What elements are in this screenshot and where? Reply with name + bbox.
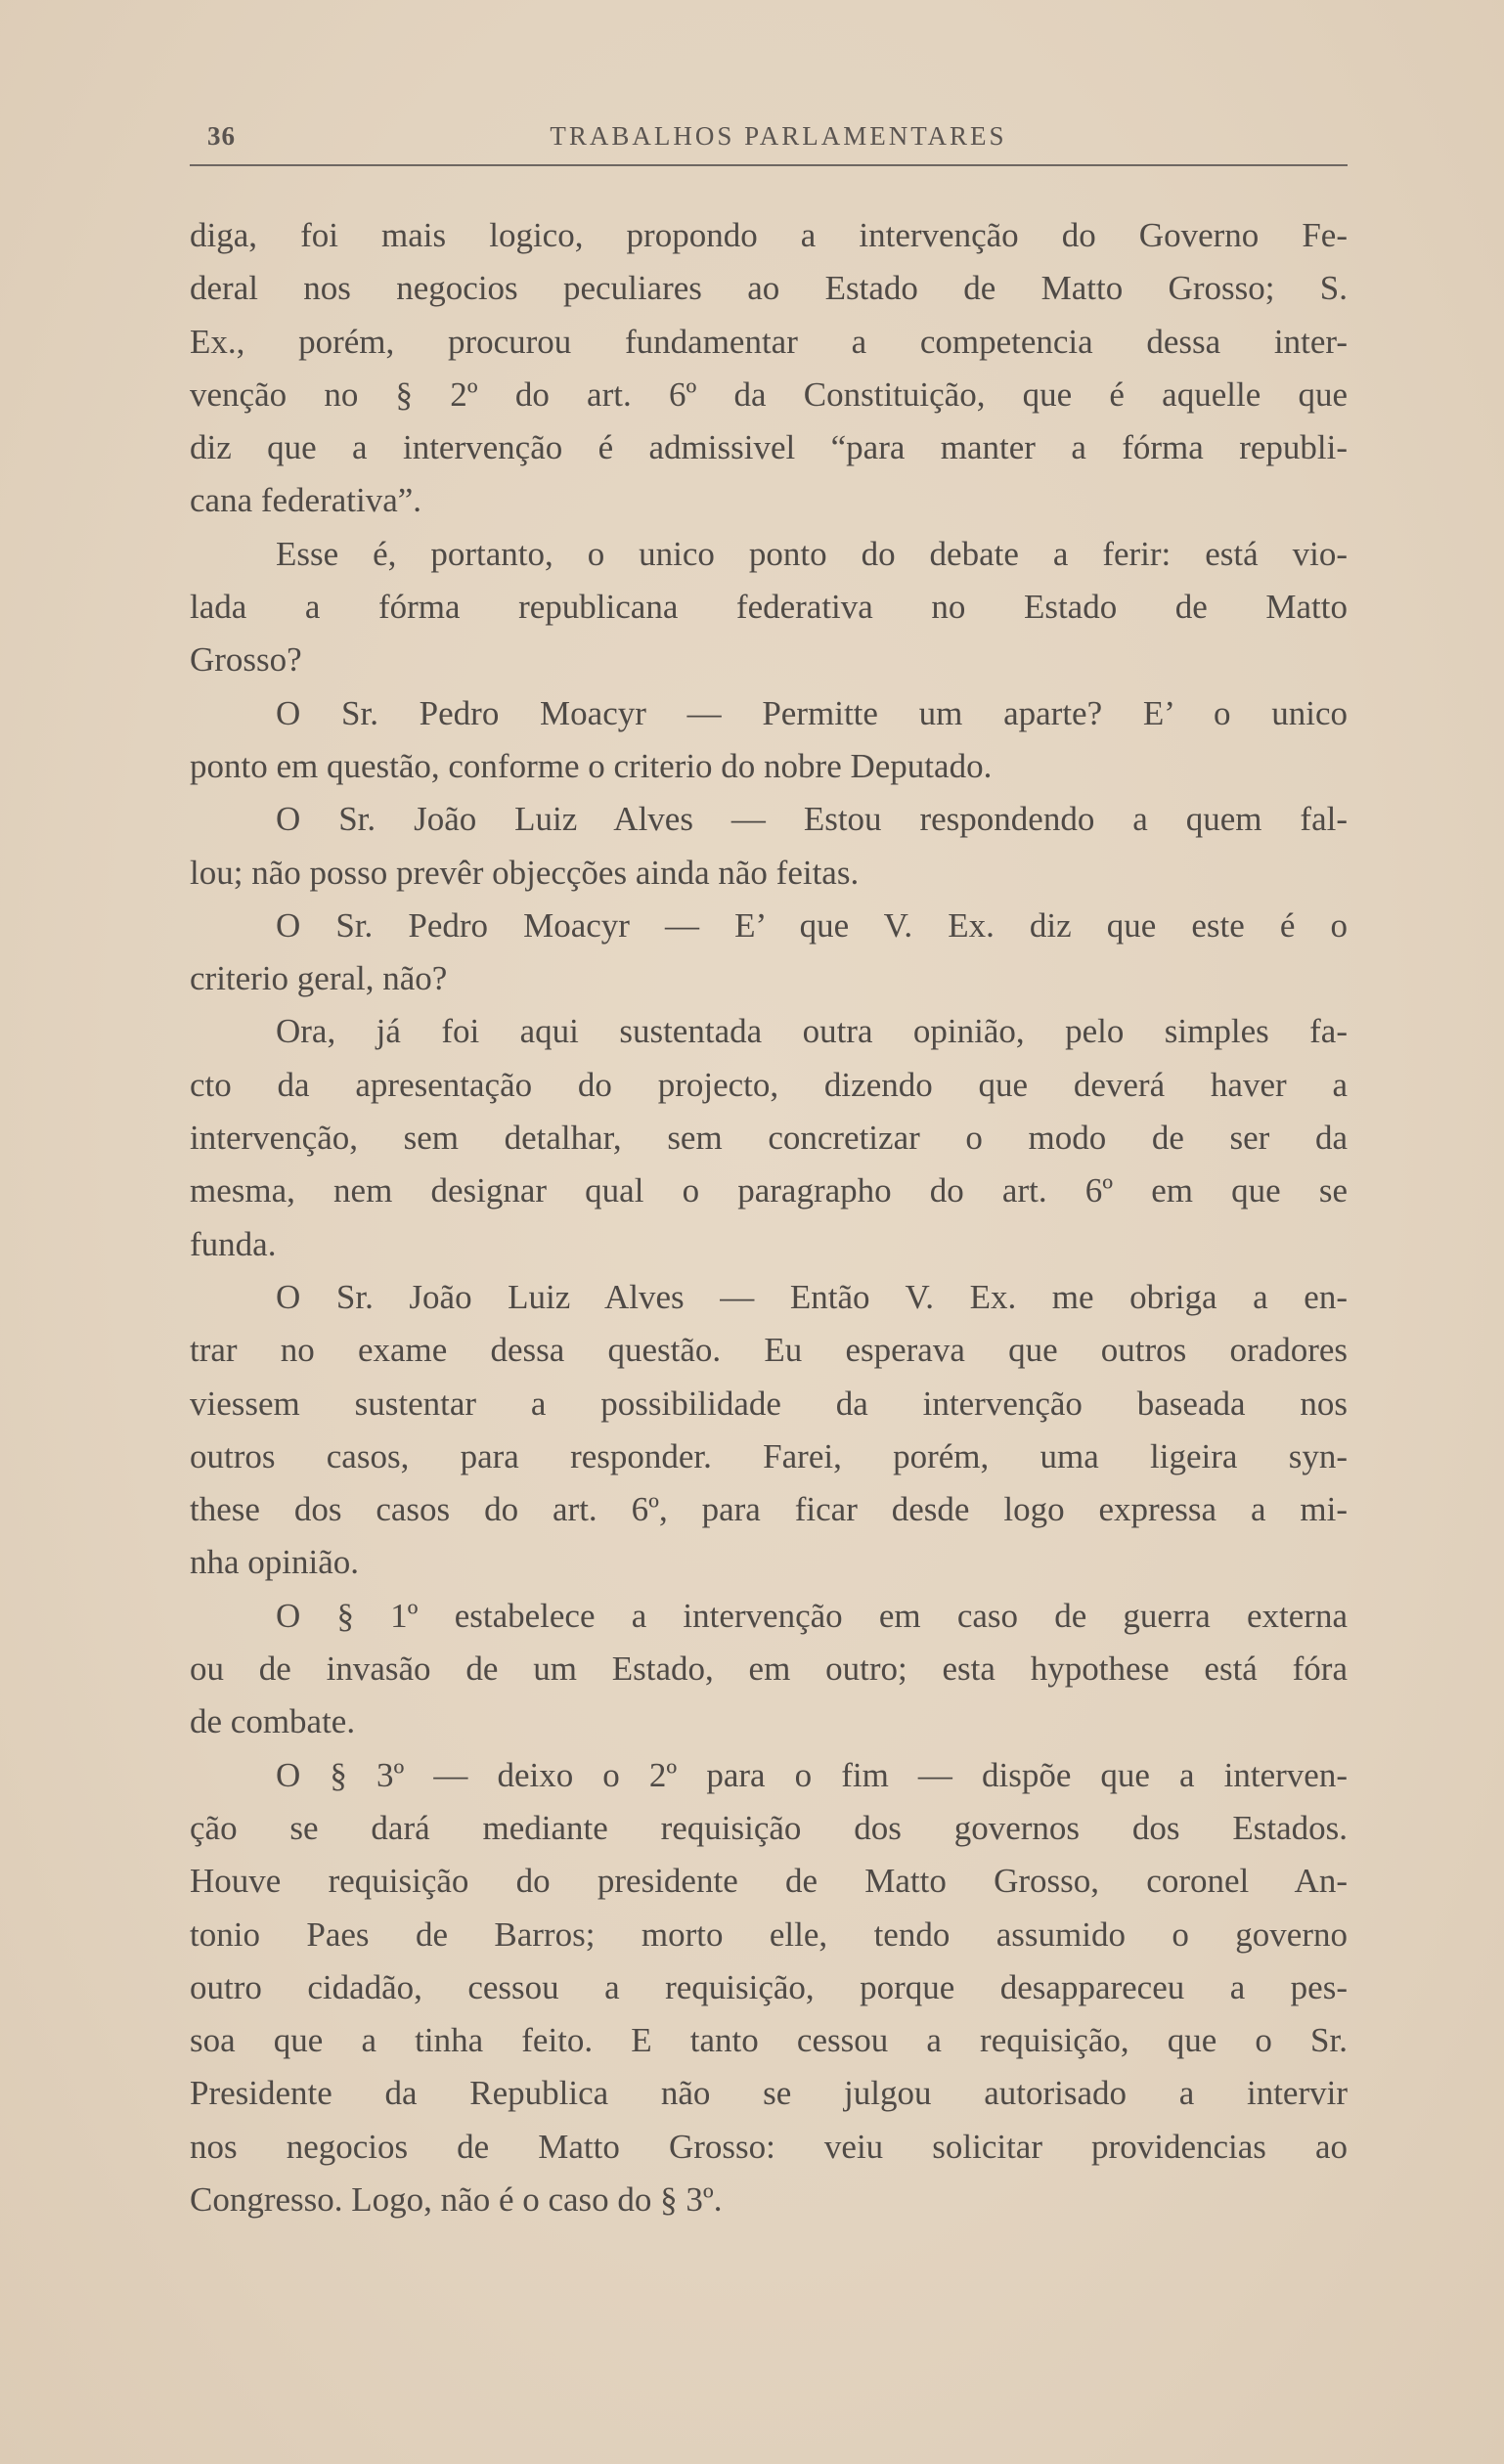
text-line: cana federativa”.: [190, 481, 422, 520]
page-header: [190, 115, 1348, 162]
text-line: cto da apresentação do projecto, dizendo que deverá haver a: [190, 1065, 1348, 1104]
text-line: ou de invasão de um Estado, em outro; esta hypothese está fóra: [190, 1650, 1348, 1689]
page-number: 36: [207, 121, 236, 151]
body-text: [190, 209, 1348, 2226]
text-line: Presidente da Republica não se julgou autorisado a intervir: [190, 2074, 1348, 2113]
text-line: O Sr. Pedro Moacyr — E’ que V. Ex. diz que este é o: [276, 905, 1348, 945]
text-line: deral nos negocios peculiares ao Estado de Matto Grosso; S.: [190, 269, 1348, 308]
text-line: lada a fórma republicana federativa no Estado de Matto: [190, 588, 1348, 627]
text-line: O § 3º — deixo o 2º para o fim — dispõe que a interven-: [276, 1755, 1348, 1794]
text-line: outro cidadão, cessou a requisição, porque desappareceu a pes-: [190, 1967, 1348, 2006]
text-line: intervenção, sem detalhar, sem concretizar o modo de ser da: [190, 1119, 1348, 1158]
text-line: soa que a tinha feito. E tanto cessou a requisição, que o Sr.: [190, 2021, 1348, 2060]
text-line: lou; não posso prevêr objecções ainda não feitas.: [190, 853, 860, 892]
text-line: ção se dará mediante requisição dos governos dos Estados.: [190, 1808, 1348, 1847]
text-line: these dos casos do art. 6º, para ficar desde logo expressa a mi-: [190, 1490, 1348, 1529]
text-line: Grosso?: [190, 640, 302, 680]
running-title: TRABALHOS PARLAMENTARES: [550, 121, 1007, 151]
text-line: O Sr. Pedro Moacyr — Permitte um aparte? E’ o unico: [276, 693, 1348, 732]
text-line: nha opinião.: [190, 1543, 360, 1582]
text-line: criterio geral, não?: [190, 959, 448, 998]
text-line: Ex., porém, procurou fundamentar a competencia dessa inter-: [190, 322, 1348, 361]
text-line: O Sr. João Luiz Alves — Então V. Ex. me obriga a en-: [276, 1277, 1348, 1316]
text-line: Esse é, portanto, o unico ponto do debate a ferir: está vio-: [276, 534, 1348, 573]
text-line: trar no exame dessa questão. Eu esperava que outros oradores: [190, 1331, 1348, 1370]
text-line: Congresso. Logo, não é o caso do § 3º.: [190, 2179, 723, 2219]
text-line: diz que a intervenção é admissivel “para manter a fórma republi-: [190, 428, 1348, 467]
text-line: funda.: [190, 1224, 277, 1263]
text-line: Houve requisição do presidente de Matto Grosso, coronel An-: [190, 1862, 1348, 1901]
text-line: nos negocios de Matto Grosso: veiu solicitar providencias ao: [190, 2127, 1348, 2166]
text-line: venção no § 2º do art. 6º da Constituição, que é aquelle que: [190, 374, 1348, 414]
text-line: outros casos, para responder. Farei, porém, uma ligeira syn-: [190, 1436, 1348, 1475]
text-line: diga, foi mais logico, propondo a intervenção do Governo Fe-: [190, 216, 1348, 254]
text-line: viessem sustentar a possibilidade da intervenção baseada nos: [190, 1384, 1348, 1423]
header-rule: [190, 164, 1348, 166]
text-line: ponto em questão, conforme o criterio do nobre Deputado.: [190, 746, 993, 785]
text-line: tonio Paes de Barros; morto elle, tendo assumido o governo: [190, 1914, 1348, 1954]
text-line: de combate.: [190, 1702, 356, 1741]
text-line: mesma, nem designar qual o paragrapho do art. 6º em que se: [190, 1171, 1348, 1210]
text-line: Ora, já foi aqui sustentada outra opinião, pelo simples fa-: [276, 1012, 1348, 1051]
text-line: O § 1º estabelece a intervenção em caso de guerra externa: [276, 1596, 1348, 1635]
text-line: O Sr. João Luiz Alves — Estou respondendo a quem fal-: [276, 800, 1348, 839]
